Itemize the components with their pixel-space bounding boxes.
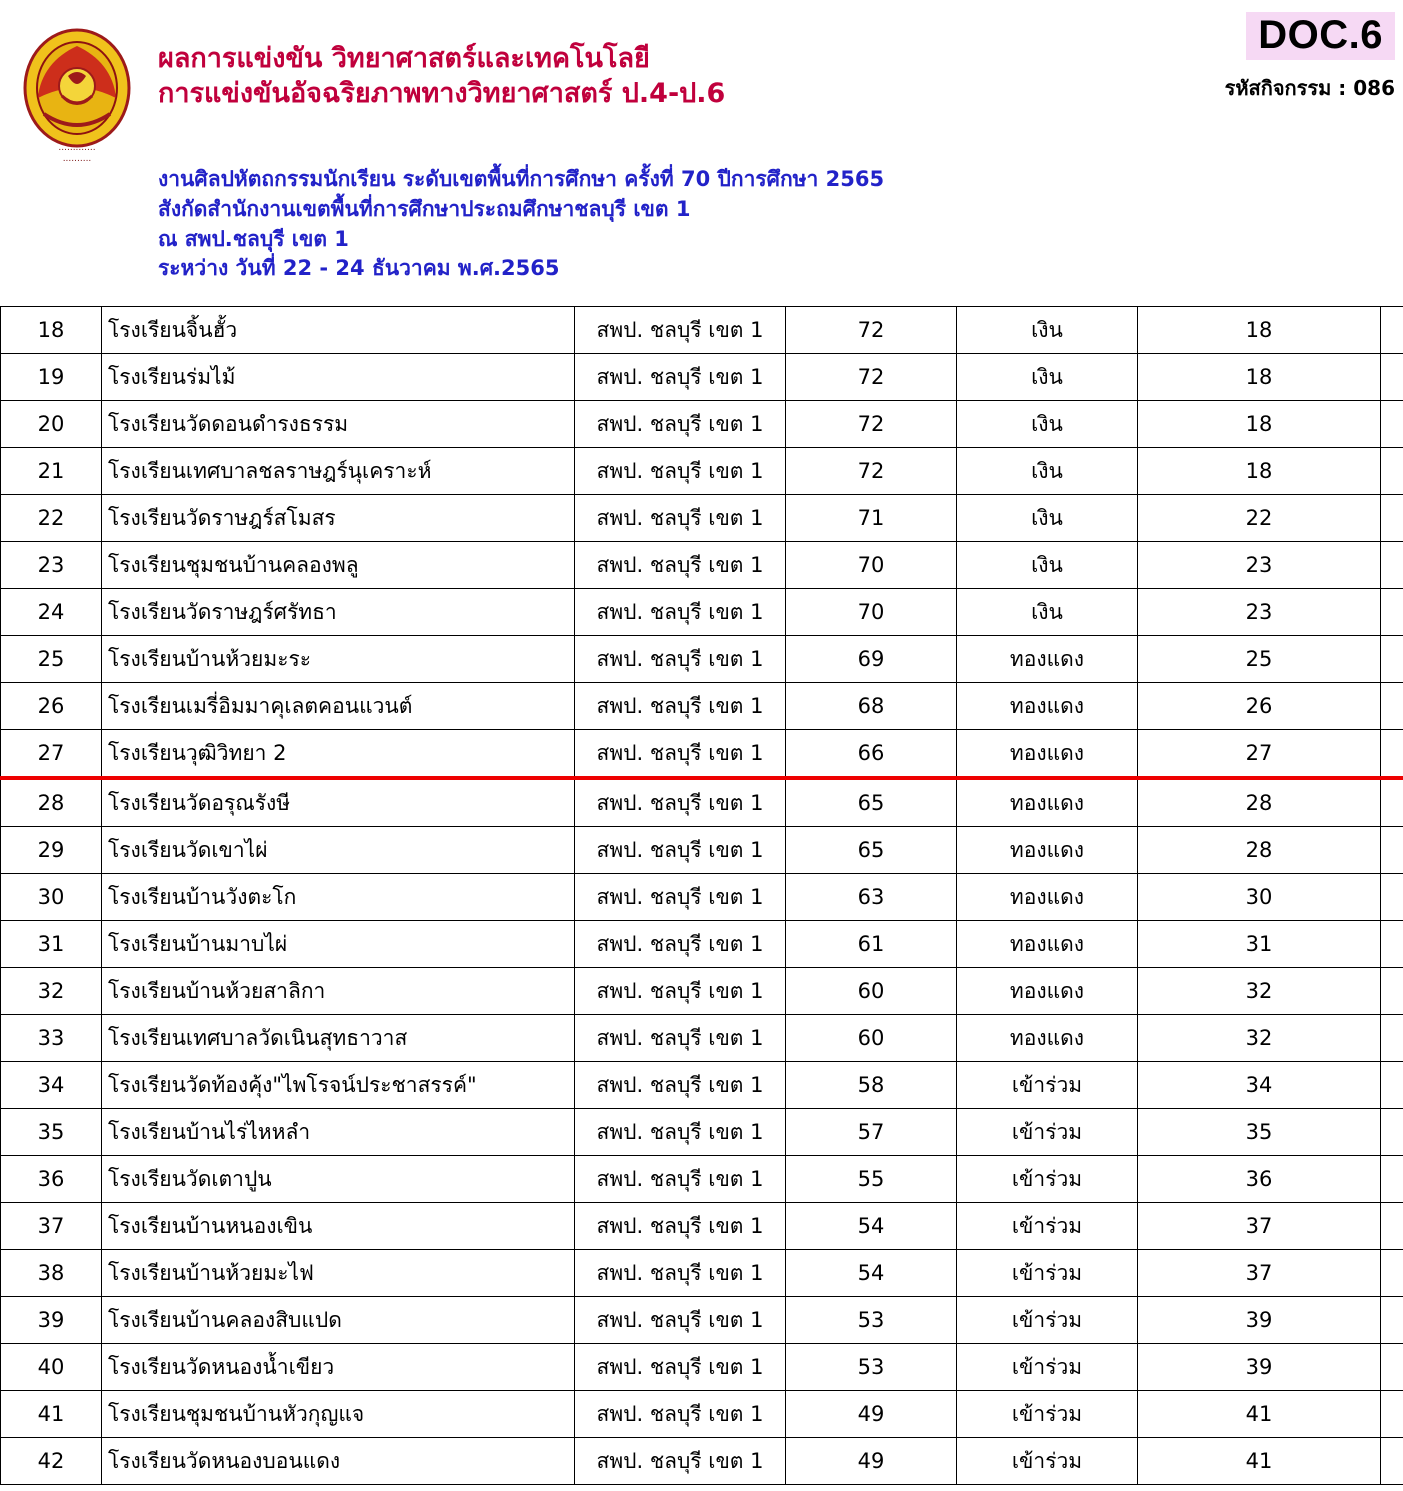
cell-order: 23 [1138,542,1381,589]
cell-note [1381,1015,1403,1062]
cell-area: สพป. ชลบุรี เขต 1 [575,1391,786,1438]
cell-order: 18 [1138,307,1381,354]
cell-score: 55 [786,1156,957,1203]
cell-medal: เข้าร่วม [957,1297,1138,1344]
cell-note [1381,683,1403,730]
document-subtitle [158,165,884,284]
cell-order: 18 [1138,354,1381,401]
cell-area: สพป. ชลบุรี เขต 1 [575,1250,786,1297]
cell-score: 65 [786,778,957,827]
table-row [1,1203,1403,1250]
cell-score: 60 [786,1015,957,1062]
subtitle-line-3: ณ สพป.ชลบุรี เขต 1 [158,226,349,251]
cell-rank: 32 [1,968,102,1015]
subtitle-line-4: ระหว่าง วันที่ 22 - 24 ธันวาคม พ.ศ.2565 [158,256,560,281]
cell-note [1381,1203,1403,1250]
cell-school: โรงเรียนวัดเขาไผ่ [102,827,575,874]
cell-order: 32 [1138,1015,1381,1062]
cell-rank: 25 [1,636,102,683]
cell-medal: เงิน [957,307,1138,354]
cell-score: 68 [786,683,957,730]
subtitle-line-2: สังกัดสำนักงานเขตพื้นที่การศึกษาประถมศึกษาชลบุรี เขต 1 [158,196,691,221]
cell-medal: ทองแดง [957,730,1138,779]
cell-score: 69 [786,636,957,683]
cell-medal: ทองแดง [957,921,1138,968]
table-row [1,1015,1403,1062]
cell-note [1381,636,1403,683]
table-row [1,1109,1403,1156]
cell-area: สพป. ชลบุรี เขต 1 [575,1015,786,1062]
cell-score: 53 [786,1297,957,1344]
table-row [1,874,1403,921]
cell-order: 41 [1138,1438,1381,1485]
table-row [1,921,1403,968]
cell-rank: 20 [1,401,102,448]
cell-note [1381,730,1403,779]
cell-medal: เข้าร่วม [957,1344,1138,1391]
title-line-1: ผลการแข่งขัน วิทยาศาสตร์และเทคโนโลยี [158,43,650,74]
cell-rank: 22 [1,495,102,542]
cell-score: 66 [786,730,957,779]
cell-school: โรงเรียนเทศบาลชลราษฎร์นุเคราะห์ [102,448,575,495]
cell-order: 18 [1138,448,1381,495]
cell-school: โรงเรียนวัดอรุณรังษี [102,778,575,827]
cell-score: 70 [786,589,957,636]
table-row [1,778,1403,827]
cell-medal: เงิน [957,542,1138,589]
cell-school: โรงเรียนบ้านคลองสิบแปด [102,1297,575,1344]
cell-medal: ทองแดง [957,968,1138,1015]
cell-medal: ทองแดง [957,683,1138,730]
cell-area: สพป. ชลบุรี เขต 1 [575,921,786,968]
cell-score: 72 [786,401,957,448]
cell-area: สพป. ชลบุรี เขต 1 [575,589,786,636]
cell-score: 54 [786,1203,957,1250]
cell-area: สพป. ชลบุรี เขต 1 [575,683,786,730]
activity-code-label: รหัสกิจกรรม : 086 [1224,76,1395,100]
cell-medal: เข้าร่วม [957,1062,1138,1109]
cell-area: สพป. ชลบุรี เขต 1 [575,1203,786,1250]
cell-rank: 23 [1,542,102,589]
cell-note [1381,778,1403,827]
cell-medal: เงิน [957,448,1138,495]
cell-score: 72 [786,354,957,401]
cell-medal: เงิน [957,354,1138,401]
cell-order: 28 [1138,778,1381,827]
table-row [1,1344,1403,1391]
cell-order: 37 [1138,1203,1381,1250]
cell-note [1381,874,1403,921]
cell-medal: ทองแดง [957,1015,1138,1062]
cell-rank: 24 [1,589,102,636]
cell-score: 70 [786,542,957,589]
table-row [1,1250,1403,1297]
cell-school: โรงเรียนวัดหนองน้ำเขียว [102,1344,575,1391]
table-row [1,307,1403,354]
cell-order: 39 [1138,1344,1381,1391]
document-title [158,42,725,111]
cell-medal: เข้าร่วม [957,1391,1138,1438]
cell-medal: เข้าร่วม [957,1203,1138,1250]
title-line-2: การแข่งขันอัจฉริยภาพทางวิทยาศาสตร์ ป.4-ป.6 [158,77,726,109]
cell-rank: 42 [1,1438,102,1485]
cell-order: 23 [1138,589,1381,636]
cell-area: สพป. ชลบุรี เขต 1 [575,354,786,401]
cell-rank: 28 [1,778,102,827]
cell-score: 53 [786,1344,957,1391]
cell-area: สพป. ชลบุรี เขต 1 [575,827,786,874]
svg-text:..........: .......... [62,154,92,164]
table-row [1,1391,1403,1438]
cell-school: โรงเรียนบ้านห้วยสาลิกา [102,968,575,1015]
cell-area: สพป. ชลบุรี เขต 1 [575,1297,786,1344]
cell-note [1381,542,1403,589]
cell-order: 31 [1138,921,1381,968]
table-row [1,1156,1403,1203]
cell-medal: ทองแดง [957,636,1138,683]
cell-order: 25 [1138,636,1381,683]
cell-score: 63 [786,874,957,921]
cell-school: โรงเรียนเทศบาลวัดเนินสุทธาวาส [102,1015,575,1062]
cell-school: โรงเรียนชุมชนบ้านหัวกุญแจ [102,1391,575,1438]
cell-note [1381,1438,1403,1485]
cell-rank: 29 [1,827,102,874]
cell-area: สพป. ชลบุรี เขต 1 [575,1156,786,1203]
cell-school: โรงเรียนบ้านวังตะโก [102,874,575,921]
table-row [1,495,1403,542]
cell-area: สพป. ชลบุรี เขต 1 [575,401,786,448]
cell-order: 34 [1138,1062,1381,1109]
cell-medal: เข้าร่วม [957,1250,1138,1297]
cell-area: สพป. ชลบุรี เขต 1 [575,1109,786,1156]
cell-medal: ทองแดง [957,778,1138,827]
cell-area: สพป. ชลบุรี เขต 1 [575,1344,786,1391]
cell-area: สพป. ชลบุรี เขต 1 [575,1438,786,1485]
cell-note [1381,1250,1403,1297]
cell-note [1381,401,1403,448]
cell-score: 49 [786,1438,957,1485]
table-row [1,1062,1403,1109]
cell-school: โรงเรียนจิ้นฮั้ว [102,307,575,354]
cell-school: โรงเรียนบ้านห้วยมะไฟ [102,1250,575,1297]
cell-score: 60 [786,968,957,1015]
cell-rank: 19 [1,354,102,401]
cell-score: 72 [786,307,957,354]
cell-rank: 37 [1,1203,102,1250]
cell-note [1381,1391,1403,1438]
table-row [1,968,1403,1015]
results-table-body [1,307,1403,1485]
cell-order: 28 [1138,827,1381,874]
cell-rank: 39 [1,1297,102,1344]
cell-school: โรงเรียนชุมชนบ้านคลองพลู [102,542,575,589]
cell-order: 18 [1138,401,1381,448]
cell-school: โรงเรียนวัดท้องคุ้ง"ไพโรจน์ประชาสรรค์" [102,1062,575,1109]
cell-rank: 26 [1,683,102,730]
table-row [1,354,1403,401]
cell-school: โรงเรียนบ้านมาบไผ่ [102,921,575,968]
cell-school: โรงเรียนวัดราษฎร์สโมสร [102,495,575,542]
table-row [1,542,1403,589]
cell-note [1381,968,1403,1015]
table-row [1,683,1403,730]
cell-rank: 40 [1,1344,102,1391]
cell-rank: 18 [1,307,102,354]
cell-score: 57 [786,1109,957,1156]
table-row [1,636,1403,683]
cell-school: โรงเรียนบ้านไร่ไหหลำ [102,1109,575,1156]
cell-area: สพป. ชลบุรี เขต 1 [575,448,786,495]
cell-school: โรงเรียนวัดเตาปูน [102,1156,575,1203]
cell-rank: 41 [1,1391,102,1438]
cell-order: 26 [1138,683,1381,730]
cell-order: 27 [1138,730,1381,779]
cell-score: 61 [786,921,957,968]
cell-rank: 30 [1,874,102,921]
cell-score: 49 [786,1391,957,1438]
cell-area: สพป. ชลบุรี เขต 1 [575,495,786,542]
cell-rank: 27 [1,730,102,779]
cell-rank: 33 [1,1015,102,1062]
svg-text:.............: ............. [58,143,96,153]
cell-rank: 36 [1,1156,102,1203]
cell-order: 35 [1138,1109,1381,1156]
cell-area: สพป. ชลบุรี เขต 1 [575,778,786,827]
cell-order: 41 [1138,1391,1381,1438]
cell-medal: ทองแดง [957,874,1138,921]
cell-medal: เงิน [957,589,1138,636]
table-row [1,589,1403,636]
cell-score: 58 [786,1062,957,1109]
cell-school: โรงเรียนร่มไม้ [102,354,575,401]
cell-order: 30 [1138,874,1381,921]
cell-order: 39 [1138,1297,1381,1344]
cell-medal: เงิน [957,495,1138,542]
cell-medal: ทองแดง [957,827,1138,874]
cell-rank: 31 [1,921,102,968]
cell-note [1381,448,1403,495]
cell-medal: เข้าร่วม [957,1438,1138,1485]
cell-school: โรงเรียนวัดดอนดำรงธรรม [102,401,575,448]
cell-note [1381,1062,1403,1109]
cell-note [1381,1297,1403,1344]
table-row [1,401,1403,448]
doc-badge-area [1225,12,1395,104]
cell-area: สพป. ชลบุรี เขต 1 [575,730,786,779]
results-table [0,306,1403,1485]
cell-rank: 21 [1,448,102,495]
cell-rank: 38 [1,1250,102,1297]
cell-school: โรงเรียนวัดราษฎร์ศรัทธา [102,589,575,636]
cell-order: 36 [1138,1156,1381,1203]
cell-area: สพป. ชลบุรี เขต 1 [575,1062,786,1109]
cell-score: 54 [786,1250,957,1297]
cell-area: สพป. ชลบุรี เขต 1 [575,636,786,683]
cell-order: 32 [1138,968,1381,1015]
table-row [1,1297,1403,1344]
table-row [1,827,1403,874]
cell-rank: 35 [1,1109,102,1156]
cell-score: 65 [786,827,957,874]
cell-school: โรงเรียนวุฒิวิทยา 2 [102,730,575,779]
subtitle-line-1: งานศิลปหัตถกรรมนักเรียน ระดับเขตพื้นที่การศึกษา ครั้งที่ 70 ปีการศึกษา 2565 [158,167,885,191]
cell-note [1381,1109,1403,1156]
cell-note [1381,1344,1403,1391]
cell-score: 72 [786,448,957,495]
table-row [1,730,1403,779]
cell-area: สพป. ชลบุรี เขต 1 [575,542,786,589]
cell-area: สพป. ชลบุรี เขต 1 [575,968,786,1015]
cell-note [1381,354,1403,401]
cell-note [1381,495,1403,542]
cell-order: 37 [1138,1250,1381,1297]
cell-score: 71 [786,495,957,542]
table-row [1,1438,1403,1485]
cell-area: สพป. ชลบุรี เขต 1 [575,307,786,354]
doc-number-badge: DOC.6 [1246,12,1395,60]
document-header [0,0,1403,306]
cell-medal: เข้าร่วม [957,1109,1138,1156]
cell-order: 22 [1138,495,1381,542]
cell-school: โรงเรียนบ้านหนองเขิน [102,1203,575,1250]
cell-medal: เข้าร่วม [957,1156,1138,1203]
cell-note [1381,307,1403,354]
garuda-emblem-icon [10,18,145,168]
cell-rank: 34 [1,1062,102,1109]
cell-note [1381,589,1403,636]
table-row [1,448,1403,495]
cell-medal: เงิน [957,401,1138,448]
cell-note [1381,827,1403,874]
cell-note [1381,921,1403,968]
cell-school: โรงเรียนบ้านห้วยมะระ [102,636,575,683]
cell-area: สพป. ชลบุรี เขต 1 [575,874,786,921]
cell-school: โรงเรียนเมรี่อิมมาคุเลตคอนแวนต์ [102,683,575,730]
cell-school: โรงเรียนวัดหนองบอนแดง [102,1438,575,1485]
cell-note [1381,1156,1403,1203]
